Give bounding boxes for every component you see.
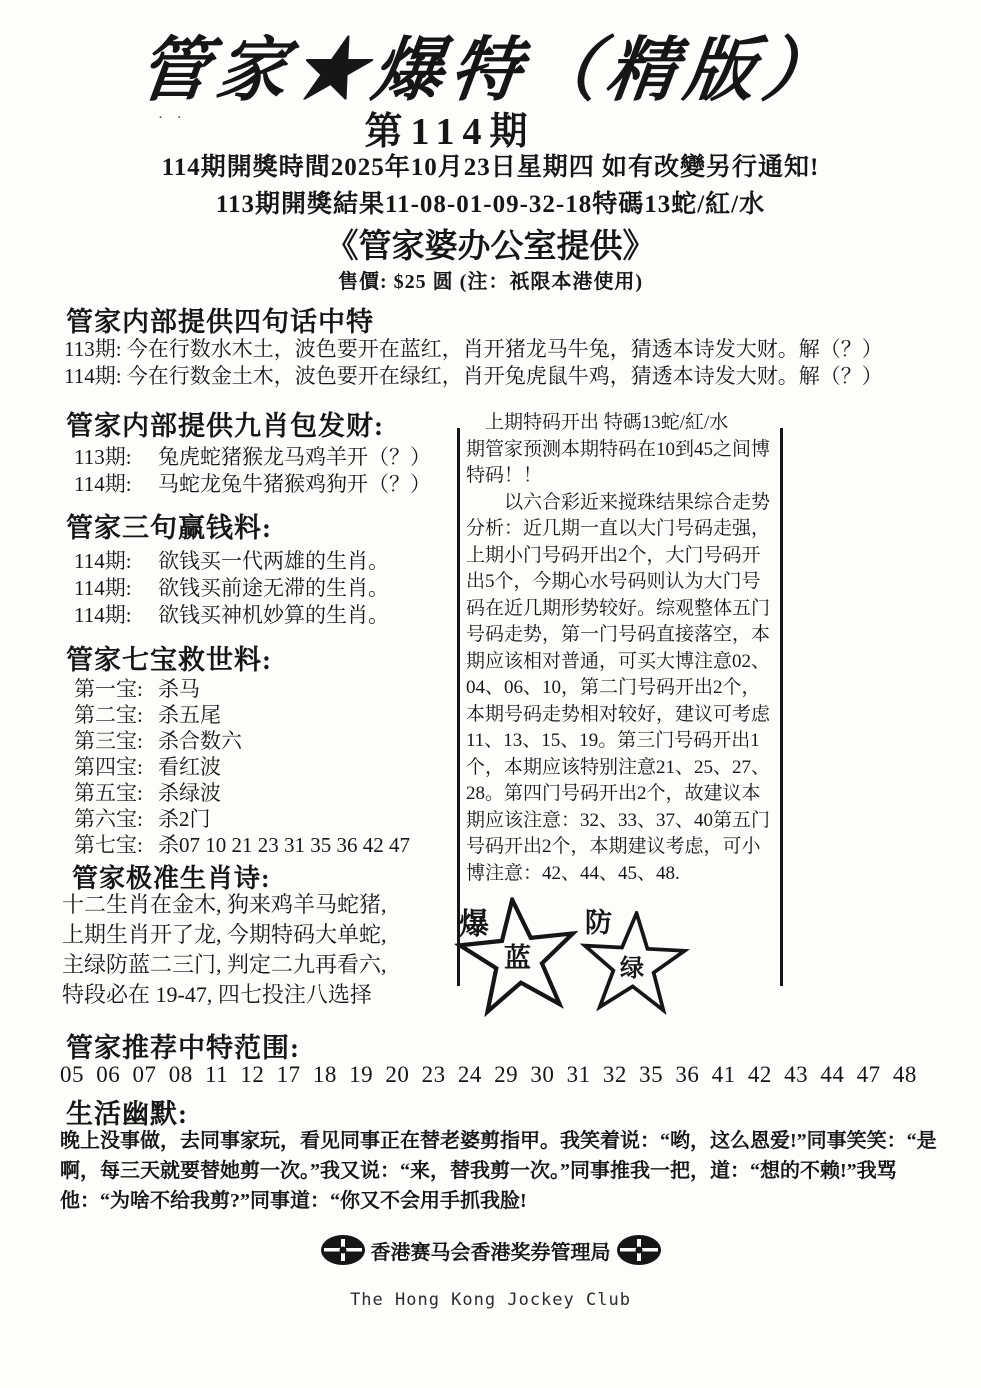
row-label: 114期: <box>74 549 132 573</box>
row-label: 第七宝: <box>74 833 143 857</box>
row-text: 兔虎蛇猪猴龙马鸡羊开（？） <box>158 445 431 469</box>
analysis-line: 出5个，今期心水号码则认为大门号 <box>466 571 761 592</box>
analysis-line: 本期号码走势相对较好，建议可考虑 <box>466 703 771 725</box>
analysis-line: 码在近几期形势较好。综观整体五门 <box>466 597 771 619</box>
nine-zodiac-heading: 管家内部提供九肖包发财: <box>66 411 384 441</box>
row-text: 欲钱买神机妙算的生肖。 <box>158 603 389 627</box>
recommend-numbers: 05 06 07 08 11 12 17 18 19 20 23 24 29 30 31 32 35 36 41 42 43 44 47 48 <box>60 1062 917 1087</box>
row-label: 114期: <box>74 603 132 627</box>
three-sentence-rows <box>74 548 389 629</box>
seven-treasure-row <box>74 702 410 728</box>
analysis-line: 上期特码开出 特碼13蛇/紅/水 <box>466 412 729 433</box>
analysis-line: 28。第四门号码开出2个，故建议本 <box>466 783 761 804</box>
seven-treasure-row <box>74 832 410 858</box>
row-label: 第三宝: <box>74 729 143 753</box>
row-label: 113期: <box>74 445 132 469</box>
analysis-line: 上期小门号码开出2个，大门号码开 <box>466 544 761 566</box>
humor-line: 啊，每三天就要替她剪一次。”我又说：“来，替我剪一次。”同事推我一把，道：“想的不赖!”我骂 <box>60 1160 897 1182</box>
hkjc-logo-right-icon <box>616 1234 662 1266</box>
guard-label: 防 <box>585 908 612 938</box>
footer-org-english: The Hong Kong Jockey Club <box>350 1290 631 1310</box>
row-text: 杀07 10 21 23 31 35 36 42 47 <box>158 833 410 857</box>
analysis-line: 特码！！ <box>466 465 543 486</box>
row-label: 114期: <box>74 472 132 496</box>
humor-paragraph <box>60 1126 937 1216</box>
analysis-line: 期应该注意：32、33、37、40第五门 <box>466 809 771 831</box>
footer <box>0 1234 981 1266</box>
provider-line: 《管家婆办公室提供》 <box>325 229 656 265</box>
zodiac-poem-line: 十二生肖在金木, 狗来鸡羊马蛇猪, <box>62 892 387 917</box>
nine-zodiac-row <box>74 444 431 471</box>
four-sentence-line: 113期: 今在行数水木土，波色要开在蓝红，肖开猪龙马牛兔，猜透本诗发大财。解（？） <box>64 337 883 361</box>
hkjc-logo-left-icon <box>320 1234 366 1266</box>
row-label: 第四宝: <box>74 755 143 779</box>
green-star-text: 绿 <box>620 956 644 982</box>
row-label: 第二宝: <box>74 703 143 727</box>
price-line: 售價: $25 圆 (注：祇限本港使用) <box>338 271 643 293</box>
issue-number: 第114期 <box>364 111 536 153</box>
three-sentence-row <box>74 575 389 602</box>
row-text: 杀2门 <box>158 807 211 831</box>
footer-org-chinese: 香港赛马会香港奖券管理局 <box>370 1241 611 1264</box>
three-sentence-row <box>74 548 389 575</box>
analysis-line: 以六合彩近来搅珠结果综合走势 <box>466 491 771 513</box>
nine-zodiac-row <box>74 471 431 498</box>
four-sentence-heading: 管家内部提供四句话中特 <box>66 307 374 337</box>
analysis-line: 博注意：42、44、45、48. <box>466 862 680 884</box>
nine-zodiac-rows <box>74 444 431 498</box>
humor-line: 他：“为啥不给我剪?”同事道：“你又不会用手抓我脸! <box>60 1190 527 1212</box>
burst-label: 爆 <box>459 908 489 941</box>
seven-treasure-row <box>74 676 410 702</box>
seven-treasure-rows <box>74 676 410 858</box>
analysis-line: 期管家预测本期特码在10到45之间博 <box>466 438 771 460</box>
analysis-line: 个，本期应该特别注意21、25、27、 <box>466 756 771 778</box>
zodiac-poem-line: 特段必在 19-47, 四七投注八选择 <box>62 982 372 1007</box>
analysis-line: 分析：近几期一直以大门号码走强， <box>466 518 771 539</box>
analysis-column <box>466 410 778 887</box>
four-sentence-lines <box>64 336 883 390</box>
seven-treasure-row <box>74 780 410 806</box>
row-label: 第一宝: <box>74 677 143 701</box>
seven-treasure-heading: 管家七宝救世料: <box>66 645 272 675</box>
seven-treasure-row <box>74 728 410 754</box>
row-text: 杀合数六 <box>158 729 242 753</box>
seven-treasure-row <box>74 806 410 832</box>
recommend-heading: 管家推荐中特范围: <box>66 1033 300 1063</box>
blue-star-text: 蓝 <box>504 943 531 973</box>
zodiac-poem-heading: 管家极准生肖诗: <box>72 864 271 893</box>
row-label: 第五宝: <box>74 781 143 805</box>
humor-heading: 生活幽默: <box>66 1099 188 1129</box>
analysis-line: 11、13、15、19。第三门号码开出1 <box>466 730 760 751</box>
zodiac-poem-lines <box>62 890 387 1010</box>
analysis-line: 号码开出2个，本期建议考虑，可小 <box>466 836 761 857</box>
row-text: 杀绿波 <box>158 781 221 805</box>
row-text: 看红波 <box>158 755 221 779</box>
three-sentence-row <box>74 602 389 629</box>
row-label: 114期: <box>74 576 132 600</box>
row-text: 马蛇龙兔牛猪猴鸡狗开（？） <box>158 472 431 496</box>
seven-treasure-row <box>74 754 410 780</box>
zodiac-poem-line: 主绿防蓝二三门, 判定二九再看六, <box>62 952 387 977</box>
four-sentence-line: 114期: 今在行数金土木，波色要开在绿红，肖开兔虎鼠牛鸡，猜透本诗发大财。解（？） <box>64 364 883 388</box>
row-text: 欲钱买前途无滞的生肖。 <box>158 576 389 600</box>
page-title: 管家★爆特（精版） <box>133 33 846 110</box>
row-text: 欲钱买一代两雄的生肖。 <box>158 549 389 573</box>
analysis-line: 04、06、10，第二门号码开出2个， <box>466 677 761 698</box>
analysis-line: 期应该相对普通，可买大博注意02、 <box>466 650 771 672</box>
scan-artifact-dots: · · <box>158 110 187 126</box>
draw-time-line: 114期開獎時間2025年10月23日星期四 如有改變另行通知! <box>161 154 820 181</box>
column-rule-right <box>780 428 783 986</box>
last-result-line: 113期開獎結果11-08-01-09-32-18特碼13蛇/紅/水 <box>215 191 766 218</box>
zodiac-poem-line: 上期生肖开了龙, 今期特码大单蛇, <box>62 922 387 947</box>
three-sentence-heading: 管家三句赢钱料: <box>66 513 272 543</box>
row-label: 第六宝: <box>74 807 143 831</box>
row-text: 杀马 <box>158 677 200 701</box>
analysis-line: 号码走势，第一门号码直接落空，本 <box>466 624 771 645</box>
humor-line: 晚上没事做，去同事家玩，看见同事正在替老婆剪指甲。我笑着说：“哟，这么恩爱!”同事笑笑：“是 <box>60 1130 937 1152</box>
row-text: 杀五尾 <box>158 703 221 727</box>
